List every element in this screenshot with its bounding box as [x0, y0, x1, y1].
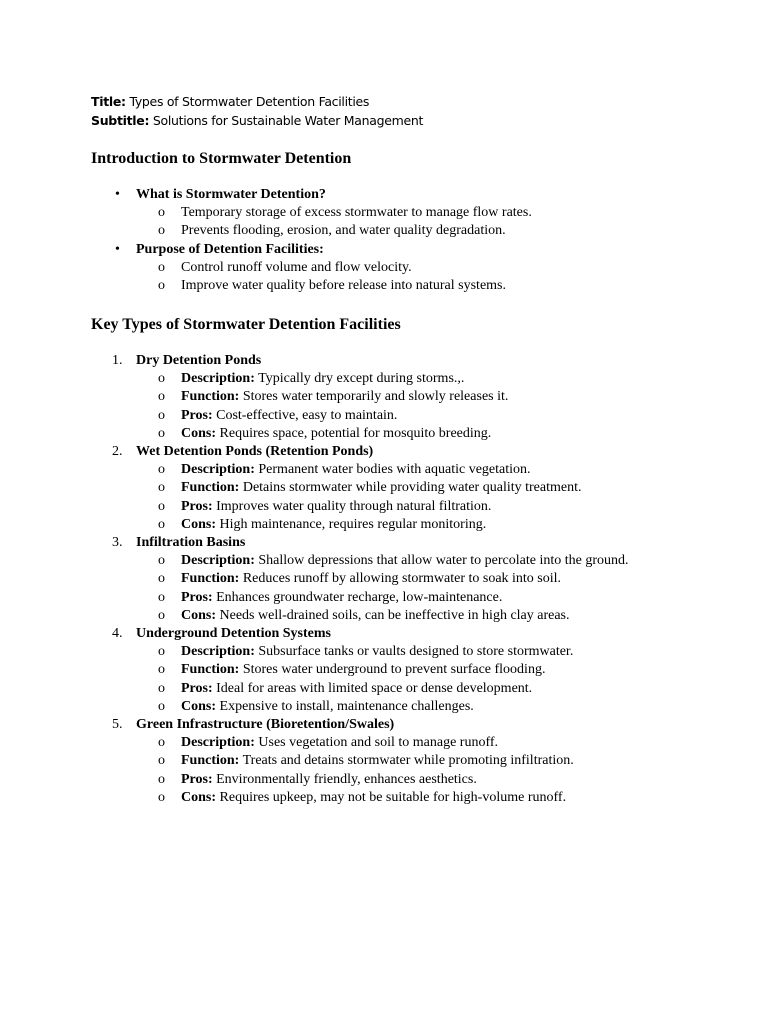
facility-detail: [181, 498, 491, 516]
detail-text: High maintenance, requires regular monitoring.: [219, 516, 487, 532]
facility-detail: [181, 516, 486, 534]
sub-bullet-marker: o: [158, 278, 165, 293]
detail-label: Description:: [181, 735, 255, 751]
detail-label: Pros:: [181, 680, 213, 696]
facility-name: Underground Detention Systems: [136, 626, 331, 641]
intro-subitem: Control runoff volume and flow velocity.: [181, 259, 412, 275]
intro-heading: Introduction to Stormwater Detention: [91, 150, 352, 167]
detail-text: Typically dry except during storms.,.: [258, 371, 465, 387]
intro-subitem: Temporary storage of excess stormwater to manage flow rates.: [181, 205, 532, 221]
facility-detail: [181, 698, 474, 716]
sub-bullet-marker: o: [158, 425, 165, 441]
sub-bullet-marker: o: [158, 407, 165, 423]
detail-text: Improves water quality through natural filtration.: [216, 498, 492, 514]
subtitle-line: [91, 113, 423, 129]
title-label: Title:: [91, 94, 126, 109]
subtitle-label: Subtitle:: [91, 113, 150, 128]
sub-bullet-marker: o: [158, 771, 165, 787]
facility-detail: [181, 388, 508, 406]
detail-label: Pros:: [181, 407, 213, 423]
document-title: Types of Stormwater Detention Facilities: [129, 94, 370, 109]
detail-text: Expensive to install, maintenance challenges.: [219, 698, 474, 714]
detail-text: Permanent water bodies with aquatic vegetation.: [258, 462, 531, 478]
types-heading: Key Types of Stormwater Detention Facilities: [91, 316, 401, 333]
facility-detail: [181, 661, 545, 679]
title-line: [91, 94, 369, 110]
bullet-marker: •: [115, 187, 120, 202]
detail-text: Reduces runoff by allowing stormwater to soak into soil.: [242, 571, 562, 587]
facility-detail: [181, 789, 566, 807]
facility-detail: [181, 552, 629, 570]
sub-bullet-marker: o: [158, 662, 165, 678]
detail-text: Needs well-drained soils, can be ineffective in high clay areas.: [219, 607, 570, 623]
sub-bullet-marker: o: [158, 698, 165, 714]
detail-label: Cons:: [181, 789, 217, 805]
facility-detail: [181, 643, 573, 661]
sub-bullet-marker: o: [158, 644, 165, 660]
facility-name: Green Infrastructure (Bioretention/Swales): [136, 717, 395, 732]
sub-bullet-marker: o: [158, 753, 165, 769]
facility-detail: [181, 680, 532, 698]
facility-detail: [181, 734, 498, 752]
intro-item-label: What is Stormwater Detention?: [136, 187, 326, 202]
detail-label: Pros:: [181, 498, 213, 514]
detail-text: Stores water temporarily and slowly releases it.: [242, 389, 509, 405]
facility-name: Infiltration Basins: [136, 535, 246, 550]
sub-bullet-marker: o: [158, 389, 165, 405]
detail-label: Function:: [181, 753, 240, 769]
detail-text: Requires upkeep, may not be suitable for high-volume runoff.: [219, 789, 567, 805]
facility-detail: [181, 771, 477, 789]
detail-label: Cons:: [181, 698, 217, 714]
facility-detail: [181, 479, 581, 497]
facility-name: Dry Detention Ponds: [136, 353, 262, 368]
sub-bullet-marker: o: [158, 607, 165, 623]
detail-text: Ideal for areas with limited space or dense development.: [216, 680, 533, 696]
detail-label: Function:: [181, 571, 240, 587]
list-number: 5.: [112, 717, 123, 732]
detail-text: Environmentally friendly, enhances aesthetics.: [216, 771, 477, 787]
detail-label: Function:: [181, 389, 240, 405]
detail-text: Requires space, potential for mosquito breeding.: [219, 425, 492, 441]
detail-label: Description:: [181, 553, 255, 569]
intro-item-label: Purpose of Detention Facilities:: [136, 241, 324, 257]
sub-bullet-marker: o: [158, 571, 165, 587]
sub-bullet-marker: o: [158, 498, 165, 514]
sub-bullet-marker: o: [158, 735, 165, 751]
sub-bullet-marker: o: [158, 205, 165, 221]
detail-text: Enhances groundwater recharge, low-maintenance.: [216, 589, 503, 605]
bullet-marker: •: [115, 241, 120, 257]
sub-bullet-marker: o: [158, 789, 165, 805]
detail-text: Uses vegetation and soil to manage runoff.: [258, 735, 499, 751]
detail-label: Cons:: [181, 425, 217, 441]
detail-label: Pros:: [181, 771, 213, 787]
detail-label: Pros:: [181, 589, 213, 605]
detail-label: Cons:: [181, 516, 217, 532]
facility-detail: [181, 752, 574, 770]
detail-text: Shallow depressions that allow water to percolate into the ground.: [258, 553, 629, 569]
sub-bullet-marker: o: [158, 462, 165, 478]
sub-bullet-marker: o: [158, 680, 165, 696]
list-number: 2.: [112, 444, 123, 459]
facility-detail: [181, 570, 561, 588]
facility-detail: [181, 461, 531, 479]
facility-detail: [181, 589, 502, 607]
detail-label: Description:: [181, 371, 255, 387]
facility-detail: [181, 425, 491, 443]
sub-bullet-marker: o: [158, 589, 165, 605]
detail-text: Treats and detains stormwater while promoting infiltration.: [242, 753, 574, 769]
document-subtitle: Solutions for Sustainable Water Management: [152, 113, 424, 128]
sub-bullet-marker: o: [158, 259, 165, 275]
detail-text: Stores water underground to prevent surface flooding.: [242, 662, 546, 678]
facility-detail: [181, 607, 570, 625]
sub-bullet-marker: o: [158, 480, 165, 496]
sub-bullet-marker: o: [158, 371, 165, 387]
detail-label: Cons:: [181, 607, 217, 623]
facility-detail: [181, 370, 464, 388]
intro-subitem: Prevents flooding, erosion, and water quality degradation.: [181, 223, 506, 239]
detail-label: Description:: [181, 462, 255, 478]
detail-label: Function:: [181, 662, 240, 678]
sub-bullet-marker: o: [158, 516, 165, 532]
sub-bullet-marker: o: [158, 223, 165, 239]
list-number: 1.: [112, 353, 123, 368]
detail-text: Subsurface tanks or vaults designed to store stormwater.: [258, 644, 574, 660]
detail-text: Cost-effective, easy to maintain.: [216, 407, 398, 423]
detail-label: Description:: [181, 644, 255, 660]
detail-text: Detains stormwater while providing water quality treatment.: [242, 480, 582, 496]
intro-subitem: Improve water quality before release into natural systems.: [181, 278, 506, 293]
facility-detail: [181, 407, 397, 425]
list-number: 4.: [112, 626, 123, 641]
facility-name: Wet Detention Ponds (Retention Ponds): [136, 444, 374, 459]
sub-bullet-marker: o: [158, 553, 165, 569]
list-number: 3.: [112, 535, 123, 550]
detail-label: Function:: [181, 480, 240, 496]
